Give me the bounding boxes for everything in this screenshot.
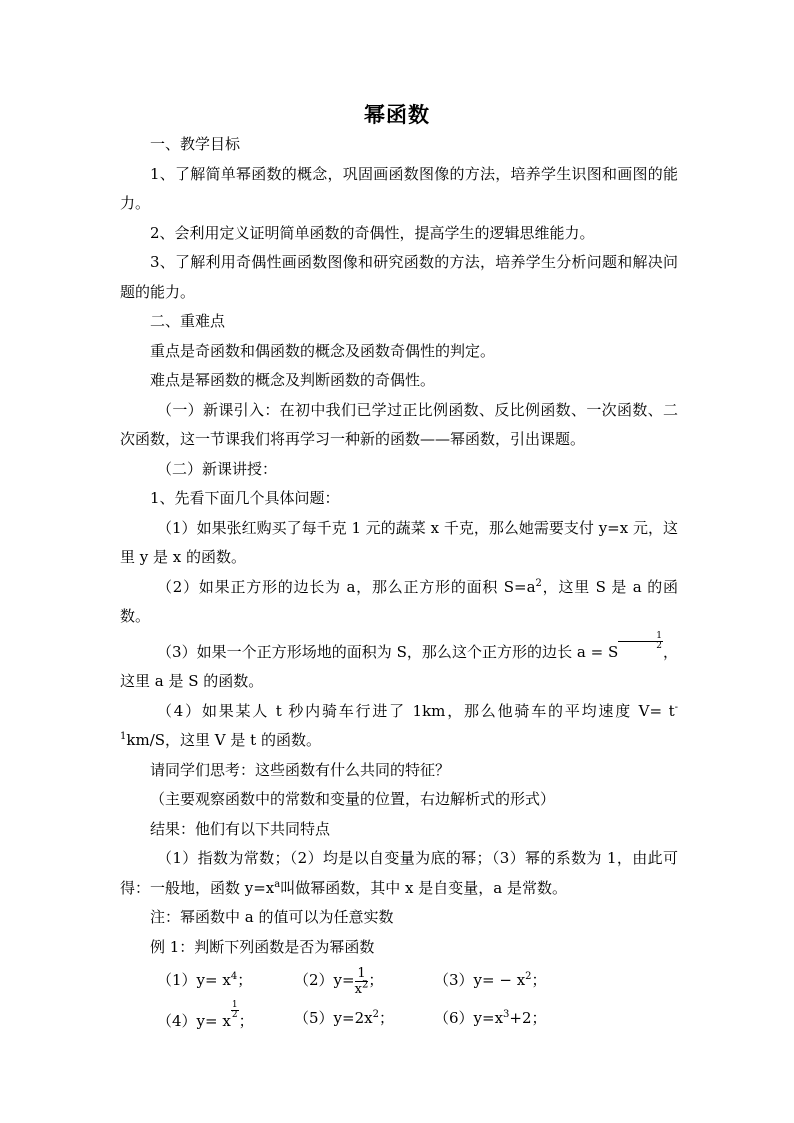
think-prompt: 请同学们思考：这些函数有什么共同的特征？: [150, 760, 451, 779]
exponent-fraction: $\frac{1}{2}$: [618, 632, 663, 651]
fraction: $\frac{1}{x^2}$: [354, 965, 369, 997]
example-4: （4）y= x $\frac{1}{2}$ ；: [157, 1000, 254, 1031]
example-1: $(1)y= x^4$；: [157, 971, 253, 990]
objectives-heading: 一、教学目标: [150, 135, 241, 153]
example-6: $(6)y=x^3+2$；: [434, 1009, 547, 1028]
lecture-heading: （二）新课讲授：: [157, 459, 278, 478]
observe-hint: （主要观察函数中的常数和变量的位置，右边解析式的形式）: [150, 790, 556, 808]
question-2: （2）如果正方形的边长为 a，那么正方形的面积 $S=a^2$，这里 S 是 a 的函数。: [120, 577, 678, 625]
problems-heading: 1、先看下面几个具体问题：: [150, 489, 340, 507]
question-3: （3）如果一个正方形场地的面积为 S，那么这个正方形的边长 a = S $\frac{1}{2}$ ，这里 a 是 S 的函数。: [120, 630, 678, 690]
question-4: （4）如果某人 t 秒内骑车行进了 1km，那么他骑车的平均速度 $V= t^{-1}km/S$，这里 V 是 t 的函数。: [120, 701, 678, 749]
objective-3: 3、了解利用奇偶性画函数图像和研究函数的方法，培养学生分析问题和解决问题的能力。: [120, 253, 678, 301]
result-heading: 结果：他们有以下共同特点: [150, 819, 331, 838]
question-1: （1）如果张红购买了每千克 1 元的蔬菜 x 千克，那么她需要支付 y=x 元，这里 y 是 x 的函数。: [120, 518, 678, 566]
example-5: $(5)y=2x^2$；: [294, 1009, 394, 1028]
key-point: 重点是奇函数和偶函数的概念及函数奇偶性的判定。: [150, 341, 496, 360]
page-title: 幂函数: [364, 102, 430, 127]
example-row-1: [157, 962, 678, 1000]
hard-point: 难点是幂函数的概念及判断函数的奇偶性。: [150, 371, 436, 389]
example-2: （2）y= $\frac{1}{x^2}$ ；: [294, 965, 384, 997]
note: 注：幂函数中 a 的值可以为任意实数: [150, 908, 394, 926]
objective-1: 1、了解简单幂函数的概念，巩固画函数图像的方法，培养学生识图和画图的能力。: [120, 164, 678, 212]
features-paragraph: （1）指数为常数；（2）均是以自变量为底的幂；（3）幂的系数为 1，由此可得：一般地，函数 $y=x^a$叫做幂函数，其中 x 是自变量，a 是常数。: [120, 849, 678, 897]
document-body: [120, 130, 678, 1038]
exponent-fraction: $\frac{1}{2}$: [231, 1000, 238, 1021]
difficulty-heading: 二、重难点: [150, 312, 226, 330]
objective-2: 2、会利用定义证明简单函数的奇偶性，提高学生的逻辑思维能力。: [150, 223, 595, 242]
intro-paragraph: （一）新课引入：在初中我们已学过正比例函数、反比例函数、一次函数、二次函数，这一节课我们将再学习一种新的函数——幂函数，引出课题。: [120, 400, 678, 448]
example-heading: 例 1：判断下列函数是否为幂函数: [150, 937, 375, 956]
example-row-2: [157, 1000, 678, 1038]
example-3: $(3)y= - x^2$；: [434, 971, 547, 990]
